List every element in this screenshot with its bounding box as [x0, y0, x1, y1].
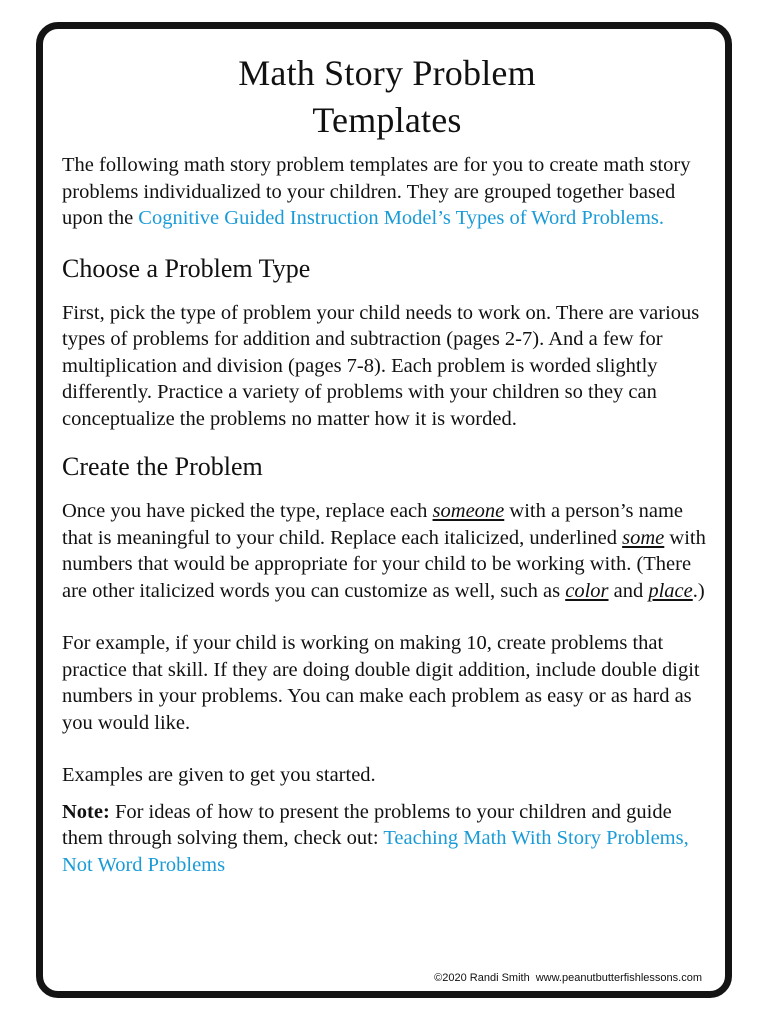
document-body — [62, 50, 712, 878]
page-footer — [428, 972, 702, 984]
examples-given-paragraph: Examples are given to get you started. — [62, 764, 376, 786]
website-text: www.peanutbutterfishlessons.com — [535, 972, 702, 984]
section-heading-create-problem: Create the Problem — [62, 452, 263, 481]
cgi-model-link[interactable]: Cognitive Guided Instruction Model’s Types of Word Problems. — [138, 207, 664, 229]
text-segment: with a person’s name that is meaningful to your child. Replace each italicized, underlined — [62, 500, 684, 549]
section-heading-choose-type: Choose a Problem Type — [62, 253, 311, 283]
example-paragraph: For example, if your child is working on making 10, create problems that practice that skill. If they are doing double digit addition, include double digit numbers in your problems. You can make each problem as easy or as hard as you would like. — [62, 632, 700, 734]
teaching-math-link[interactable]: Teaching Math With Story Problems, Not Word Problems — [62, 827, 689, 876]
text-segment: Once you have picked the type, replace each — [62, 500, 433, 522]
text-segment: with numbers that would be appropriate for your child to be working with. (There are other italicized words you can customize as well, such as — [62, 526, 706, 602]
intro-text: The following math story problem templates are for you to create math story problems individualized to your children. They are grouped together based upon the — [62, 154, 691, 229]
title-line-2: Templates — [312, 100, 462, 140]
placeholder-someone: someone — [432, 500, 505, 522]
placeholder-color: color — [565, 579, 609, 602]
placeholder-some: some — [622, 526, 665, 549]
title-line-1: Math Story Problem — [238, 53, 536, 93]
text-segment: .) — [692, 579, 705, 602]
note-text: For ideas of how to present the problems to your children and guide them through solving them, check out: — [62, 800, 672, 849]
choose-type-paragraph: First, pick the type of problem your child needs to work on. There are various types of problems for addition and subtraction (pages 2-7). And a few for multiplication and division (pages 7-8). Each problem is worded slightly differently. Practice a variety of problems with your children so they can conceptualize the problems no matter how it is worded. — [62, 301, 700, 430]
intro-paragraph — [62, 152, 712, 232]
note-paragraph — [62, 799, 712, 879]
text-segment: and — [608, 579, 649, 602]
placeholder-place: place — [648, 579, 693, 602]
page-title — [62, 50, 712, 144]
note-label: Note: — [62, 800, 110, 823]
copyright-text: ©2020 Randi Smith — [434, 972, 530, 984]
create-problem-paragraph — [62, 498, 712, 604]
